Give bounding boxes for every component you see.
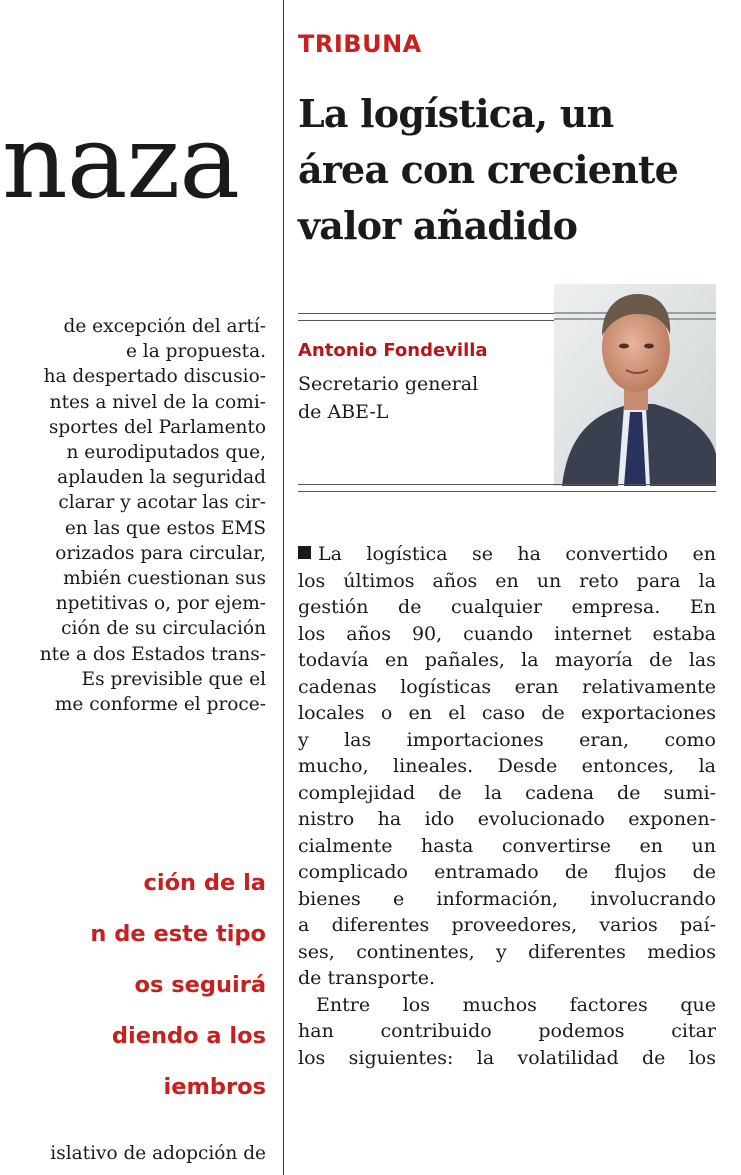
body-line: nistro ha ido evolucionado exponen-	[298, 808, 716, 830]
body-line: Entre los muchos factores que	[316, 993, 716, 1016]
body-line: mucho, lineales. Desde entonces, la	[298, 755, 716, 777]
article-headline	[298, 86, 718, 254]
previous-article-line: ha despertado discusio-	[43, 366, 266, 388]
tribuna-article	[298, 0, 718, 1175]
pull-quote-line: diendo a los	[111, 1023, 266, 1049]
previous-article-line: de excepción del artí-	[63, 316, 266, 337]
pull-quote-line: ción de la	[143, 870, 266, 896]
author-role-line: Secretario general	[298, 373, 479, 395]
headline-line: área con creciente	[298, 147, 679, 192]
column-divider	[283, 0, 284, 1175]
previous-article-line: n eurodiputados que,	[66, 442, 266, 464]
previous-article-line: clarar y acotar las cir-	[58, 492, 266, 514]
body-line: y las importaciones eran, como	[298, 728, 716, 751]
body-line: han contribuido podemos citar	[298, 1020, 716, 1042]
body-line: locales o en el caso de exportaciones	[298, 702, 716, 724]
body-line: cadenas logísticas eran relativamente	[298, 675, 716, 698]
previous-article-column	[0, 0, 266, 1175]
body-line: los años 90, cuando internet estaba	[298, 622, 716, 645]
previous-article-body	[0, 314, 266, 717]
previous-article-line: orizados para circular,	[55, 542, 266, 564]
body-line: todavía en pañales, la mayoría de las	[298, 649, 716, 671]
body-line: cialmente hasta convertirse en un	[298, 834, 716, 857]
body-line: de transporte.	[298, 967, 436, 989]
previous-article-line: en las que estos EMS	[64, 517, 266, 539]
previous-article-line: Es previsible que el	[81, 668, 266, 690]
body-line: gestión de cualquier empresa. En	[298, 596, 716, 618]
body-line: a diferentes proveedores, varios paí-	[298, 914, 716, 936]
article-body	[298, 541, 716, 1071]
previous-article-line: nte a dos Estados trans-	[39, 643, 266, 665]
previous-article-pull-quote	[0, 858, 266, 1113]
pull-quote-line: os seguirá	[134, 972, 266, 998]
body-line: complicado entramado de flujos de	[298, 861, 716, 883]
author-box-bottom-rule	[298, 484, 716, 492]
author-photo	[554, 284, 716, 486]
headline-line: La logística, un	[298, 91, 614, 136]
previous-article-line: npetitivas o, por ejem-	[55, 593, 266, 615]
body-line: los siguientes: la volatilidad de los	[298, 1046, 716, 1069]
previous-article-line: ción de su circulación	[61, 618, 266, 640]
previous-article-bottom-line: islativo de adopción de	[50, 1143, 266, 1164]
pull-quote-line: n de este tipo	[90, 921, 266, 947]
body-line: los últimos años en un reto para la	[298, 569, 716, 592]
previous-article-line: e la propuesta.	[125, 341, 266, 363]
previous-article-line: ntes a nivel de la comi-	[49, 391, 266, 413]
previous-article-headline-fragment: naza	[2, 103, 240, 222]
headline-line: valor añadido	[298, 203, 578, 248]
author-role	[298, 370, 478, 426]
body-line: bienes e información, involucrando	[298, 887, 716, 910]
section-label: TRIBUNA	[298, 30, 422, 58]
body-line: La logística se ha convertido en	[298, 541, 716, 568]
previous-article-line: aplauden la seguridad	[57, 467, 266, 489]
author-name: Antonio Fondevilla	[298, 340, 488, 361]
author-role-line: de ABE-L	[298, 401, 389, 423]
body-line: ses, continentes, y diferentes medios	[298, 940, 716, 963]
previous-article-line: sportes del Parlamento	[48, 416, 266, 438]
body-line: complejidad de la cadena de sumi-	[298, 781, 716, 804]
previous-article-line: me conforme el proce-	[54, 694, 266, 716]
previous-article-line: mbién cuestionan sus	[63, 568, 266, 590]
paragraph-bullet-icon	[298, 546, 311, 559]
pull-quote-line: iembros	[163, 1074, 266, 1100]
